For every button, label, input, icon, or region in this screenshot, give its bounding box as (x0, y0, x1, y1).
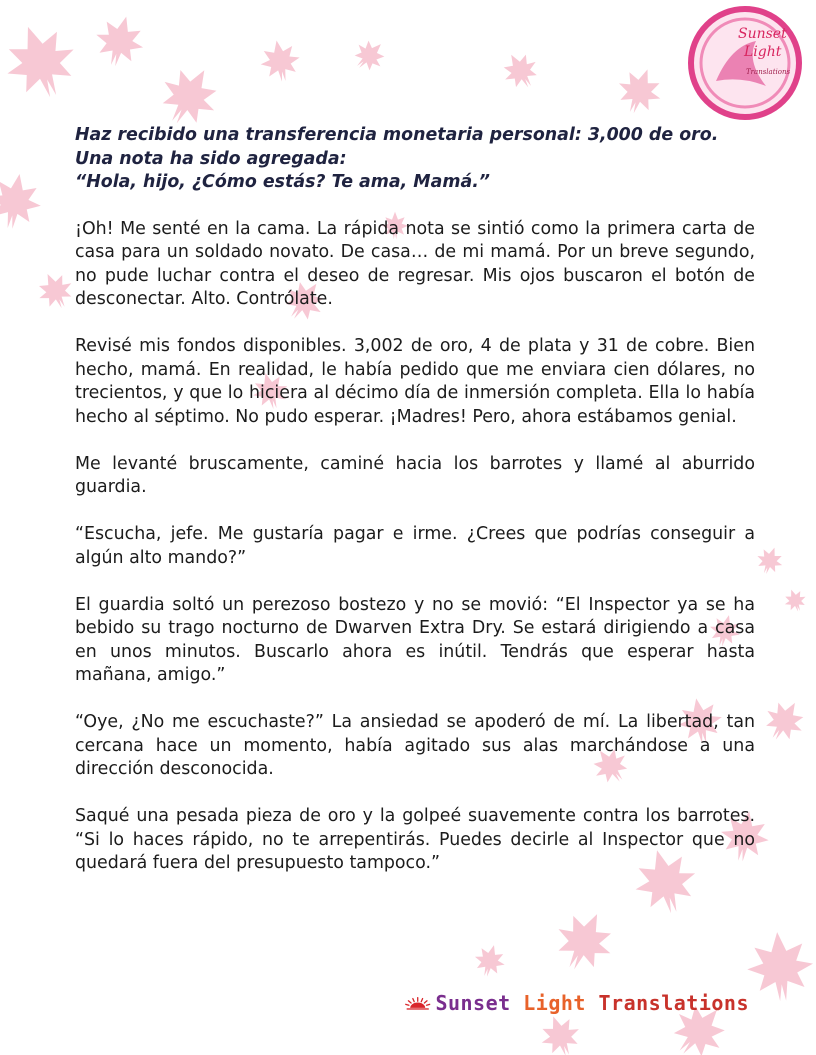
leaf-icon (471, 941, 509, 980)
page-content (75, 124, 755, 899)
leaf-icon (90, 10, 150, 71)
leaf-icon (0, 169, 46, 233)
logo-text-translations: Translations (746, 68, 791, 76)
sunrise-icon (404, 987, 431, 1019)
leaf-icon (347, 33, 392, 78)
leaf-icon (546, 902, 623, 980)
leaf-icon (0, 15, 86, 108)
leaf-icon (257, 37, 303, 85)
system-notification (75, 124, 755, 195)
paragraph: Revisé mis fondos disponibles. 3,002 de oro, 4 de plata y 31 de cobre. Bien hecho, mamá. En realidad, le había pedido que me enviara cien dólares, no trecientos, y que lo hiciera al décimo día de inmersión completa. Ella lo había hecho al séptimo. No pudo esperar. ¡Madres! Pero, ahora estábamos genial. (75, 336, 755, 427)
footer-word-translations: Translations (598, 991, 749, 1015)
sunset-light-logo (686, 6, 804, 120)
leaf-icon (744, 929, 816, 1003)
logo-text-light: Light (744, 44, 782, 60)
notification-line-note: Una nota ha sido agregada: (75, 148, 347, 169)
footer-brand (404, 985, 749, 1021)
logo-text-sunset: Sunset (738, 26, 787, 42)
notification-line-message: “Hola, hijo, ¿Cómo estás? Te ama, Mamá.” (75, 172, 491, 192)
leaf-icon (781, 586, 810, 615)
paragraph: Me levanté bruscamente, caminé hacia los barrotes y llamé al aburrido guardia. (75, 453, 755, 497)
leaf-icon (496, 46, 545, 95)
notification-line-transfer: Haz recibido una transferencia monetaria personal: 3,000 de oro. (75, 125, 719, 145)
footer-brand-text (435, 991, 749, 1015)
footer-word-sunset: Sunset (435, 991, 511, 1015)
paragraph: “Escucha, jefe. Me gustaría pagar e irme. ¿Crees que podrías conseguir a algún alto mando?” (75, 524, 755, 568)
paragraph: Saqué una pesada pieza de oro y la golpeé suavemente contra los barrotes. “Si lo haces rápido, no te arrepentirás. Puedes decirle al Inspector que no quedará fuera del presupuesto tampoco.” (75, 806, 755, 873)
leaf-icon (753, 543, 787, 578)
paragraph: “Oye, ¿No me escuchaste?” La ansiedad se apoderó de mí. La libertad, tan cercana hace un momento, había agitado sus alas marchándose a una dirección desconocida. (75, 712, 755, 779)
leaf-icon (611, 62, 668, 120)
paragraph: ¡Oh! Me senté en la cama. La rápida nota se sintió como la primera carta de casa para un soldado novato. De casa… de mi mamá. Por un breve segundo, no pude luchar contra el deseo de regresar. Mis ojos buscaron el botón de desconectar. Alto. Contrólate. (75, 218, 755, 309)
paragraph: El guardia soltó un perezoso bostezo y no se movió: “El Inspector ya se ha bebido su trago nocturno de Dwarven Extra Dry. Se estará dirigiendo a casa en unos minutos. Buscarlo ahora es inútil. Tendrás que esperar hasta mañana, amigo.” (75, 594, 755, 685)
footer-word-light: Light (523, 991, 586, 1015)
leaf-icon (757, 693, 812, 749)
leaf-icon (32, 267, 79, 315)
